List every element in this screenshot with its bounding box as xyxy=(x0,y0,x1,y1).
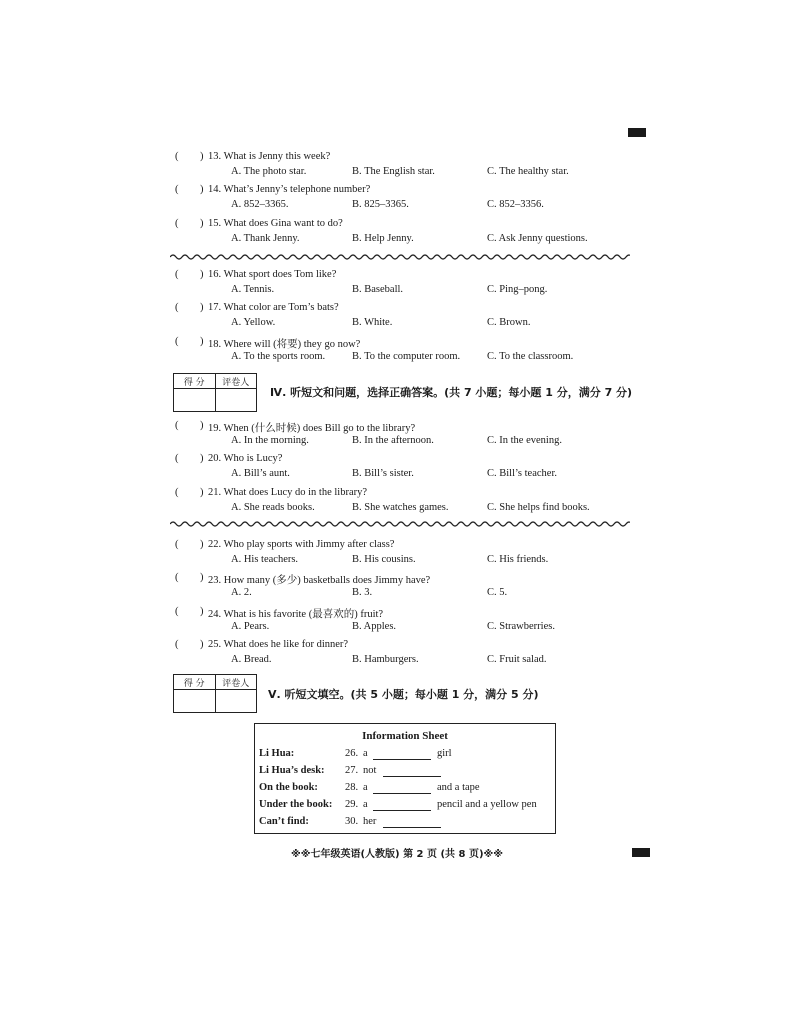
question-item xyxy=(175,269,635,302)
answer-bracket[interactable]: ( ) xyxy=(175,184,204,196)
answer-bracket[interactable]: ( ) xyxy=(175,302,204,314)
question-item xyxy=(175,302,635,335)
answer-bracket[interactable]: ( ) xyxy=(175,539,204,550)
question-number: 14. xyxy=(208,184,222,196)
option-c: C. His friends. xyxy=(487,554,549,565)
question-item xyxy=(175,420,635,453)
question-stem: What sport does Tom like? xyxy=(223,269,337,280)
question-number: 24. xyxy=(208,608,222,620)
option-c: C. Bill’s teacher. xyxy=(487,468,557,480)
option-a: A. Tennis. xyxy=(231,284,275,295)
info-label: Under the book: xyxy=(259,799,333,810)
info-label: Li Hua: xyxy=(259,748,295,759)
score-cell[interactable] xyxy=(174,389,216,412)
info-suffix: girl xyxy=(437,748,452,759)
question-stem: When (什么时候) does Bill go to the library? xyxy=(223,423,416,434)
question-number: 25. xyxy=(208,638,222,650)
question-group xyxy=(175,269,635,369)
question-stem: Who is Lucy? xyxy=(223,453,283,465)
fill-blank[interactable] xyxy=(373,793,431,794)
info-suffix: pencil and a yellow pen xyxy=(437,799,537,810)
option-a: A. The photo star. xyxy=(231,166,307,177)
fill-blank[interactable] xyxy=(383,827,441,828)
question-number: 18. xyxy=(208,338,222,350)
question-group xyxy=(175,420,635,520)
option-a: A. His teachers. xyxy=(231,554,299,565)
section-title: Ⅴ. 听短文填空。(共 5 小题；每小题 1 分，满分 5 分) xyxy=(268,688,539,701)
info-number: 29. xyxy=(345,799,359,810)
question-number: 22. xyxy=(208,539,222,550)
info-row xyxy=(259,748,555,764)
question-stem: What does he like for dinner? xyxy=(223,638,349,650)
option-a: A. Yellow. xyxy=(231,317,276,329)
question-number: 13. xyxy=(208,151,222,162)
answer-bracket[interactable]: ( ) xyxy=(175,605,204,617)
information-sheet xyxy=(254,723,556,834)
option-c: C. Brown. xyxy=(487,317,531,329)
option-a: A. Bill’s aunt. xyxy=(231,468,290,480)
option-b: B. In the afternoon. xyxy=(352,435,434,446)
fill-blank[interactable] xyxy=(373,810,431,811)
option-a: A. In the morning. xyxy=(231,435,309,446)
option-c: C. The healthy star. xyxy=(487,166,569,177)
fill-blank[interactable] xyxy=(373,759,431,760)
info-number: 30. xyxy=(345,816,359,827)
answer-bracket[interactable]: ( ) xyxy=(175,453,204,465)
information-sheet-title: Information Sheet xyxy=(362,730,448,742)
question-stem: Who play sports with Jimmy after class? xyxy=(223,539,395,550)
grader-cell[interactable] xyxy=(215,690,257,713)
question-stem: What color are Tom’s bats? xyxy=(223,302,339,314)
info-number: 26. xyxy=(345,748,359,759)
grader-label: 评卷人 xyxy=(215,675,257,690)
question-number: 19. xyxy=(208,423,222,434)
info-number: 28. xyxy=(345,782,359,793)
info-label: On the book: xyxy=(259,782,318,793)
score-cell[interactable] xyxy=(174,690,216,713)
answer-bracket[interactable]: ( ) xyxy=(175,572,204,584)
question-item xyxy=(175,639,635,672)
wavy-divider xyxy=(170,253,630,261)
option-b: B. Help Jenny. xyxy=(352,232,414,244)
question-number: 17. xyxy=(208,302,222,314)
question-item xyxy=(175,453,635,486)
option-b: B. His cousins. xyxy=(352,554,416,565)
info-row xyxy=(259,782,555,798)
option-a: A. Pears. xyxy=(231,620,270,632)
info-prefix: a xyxy=(363,799,368,810)
info-label: Li Hua’s desk: xyxy=(259,765,325,776)
option-b: B. Hamburgers. xyxy=(352,653,419,665)
answer-bracket[interactable]: ( ) xyxy=(175,269,204,280)
fill-blank[interactable] xyxy=(383,776,441,777)
question-stem: How many (多少) basketballs does Jimmy have? xyxy=(223,575,431,587)
option-b: B. 825–3365. xyxy=(352,199,409,211)
answer-bracket[interactable]: ( ) xyxy=(175,486,204,498)
info-number: 27. xyxy=(345,765,359,776)
option-c: C. Strawberries. xyxy=(487,620,555,632)
question-group xyxy=(175,151,635,251)
question-item xyxy=(175,487,635,520)
option-a: A. 852–3365. xyxy=(231,199,289,211)
info-prefix: a xyxy=(363,782,368,793)
answer-bracket[interactable]: ( ) xyxy=(175,217,204,229)
option-c: C. Ping–pong. xyxy=(487,284,548,295)
question-number: 23. xyxy=(208,575,222,587)
question-stem: What is Jenny this week? xyxy=(223,151,331,162)
option-a: A. Thank Jenny. xyxy=(231,232,300,244)
question-stem: What is his favorite (最喜欢的) fruit? xyxy=(223,608,384,620)
option-b: B. White. xyxy=(352,317,393,329)
question-item xyxy=(175,151,635,184)
question-item xyxy=(175,218,635,251)
question-item xyxy=(175,184,635,217)
info-prefix: not xyxy=(363,765,377,776)
option-b: B. She watches games. xyxy=(352,501,449,513)
page-footer: ※※七年级英语(人教版) 第 2 页 (共 8 页)※※ xyxy=(291,849,503,860)
option-c: C. Fruit salad. xyxy=(487,653,547,665)
wavy-divider xyxy=(170,520,630,528)
grader-cell[interactable] xyxy=(215,389,257,412)
score-label: 得 分 xyxy=(174,675,216,690)
option-b: B. Bill’s sister. xyxy=(352,468,414,480)
question-item xyxy=(175,572,635,605)
answer-bracket[interactable]: ( ) xyxy=(175,420,204,431)
answer-bracket[interactable]: ( ) xyxy=(175,335,204,347)
option-b: B. Apples. xyxy=(352,620,397,632)
question-number: 20. xyxy=(208,453,222,465)
score-box xyxy=(173,674,257,713)
info-row xyxy=(259,765,555,781)
option-c: C. 5. xyxy=(487,587,508,599)
grader-label: 评卷人 xyxy=(215,374,257,389)
question-group xyxy=(175,539,635,672)
question-stem: Where will (将要) they go now? xyxy=(223,338,361,350)
option-a: A. 2. xyxy=(231,587,252,599)
answer-bracket[interactable]: ( ) xyxy=(175,638,204,650)
option-b: B. To the computer room. xyxy=(352,350,461,362)
option-b: B. 3. xyxy=(352,587,373,599)
option-b: B. Baseball. xyxy=(352,284,404,295)
info-row xyxy=(259,816,555,832)
question-stem: What does Gina want to do? xyxy=(223,217,343,229)
option-c: C. In the evening. xyxy=(487,435,562,446)
question-stem: What’s Jenny’s telephone number? xyxy=(223,184,371,196)
info-prefix: her xyxy=(363,816,377,827)
option-a: A. To the sports room. xyxy=(231,350,326,362)
info-label: Can’t find: xyxy=(259,816,309,827)
question-item xyxy=(175,606,635,639)
question-number: 16. xyxy=(208,269,222,280)
registration-mark xyxy=(628,128,646,137)
option-b: B. The English star. xyxy=(352,166,435,177)
option-c: C. Ask Jenny questions. xyxy=(487,232,588,244)
answer-bracket[interactable]: ( ) xyxy=(175,151,204,162)
info-suffix: and a tape xyxy=(437,782,480,793)
section-title: Ⅳ. 听短文和问题，选择正确答案。(共 7 小题；每小题 1 分，满分 7 分) xyxy=(270,386,633,399)
option-a: A. She reads books. xyxy=(231,501,315,513)
question-item xyxy=(175,539,635,572)
option-a: A. Bread. xyxy=(231,653,272,665)
score-label: 得 分 xyxy=(174,374,216,389)
option-c: C. To the classroom. xyxy=(487,350,574,362)
option-c: C. She helps find books. xyxy=(487,501,590,513)
option-c: C. 852–3356. xyxy=(487,199,544,211)
info-prefix: a xyxy=(363,748,368,759)
score-box xyxy=(173,373,257,412)
question-stem: What does Lucy do in the library? xyxy=(223,486,368,498)
question-number: 21. xyxy=(208,486,222,498)
question-number: 15. xyxy=(208,217,222,229)
question-item xyxy=(175,336,635,369)
info-row xyxy=(259,799,555,815)
